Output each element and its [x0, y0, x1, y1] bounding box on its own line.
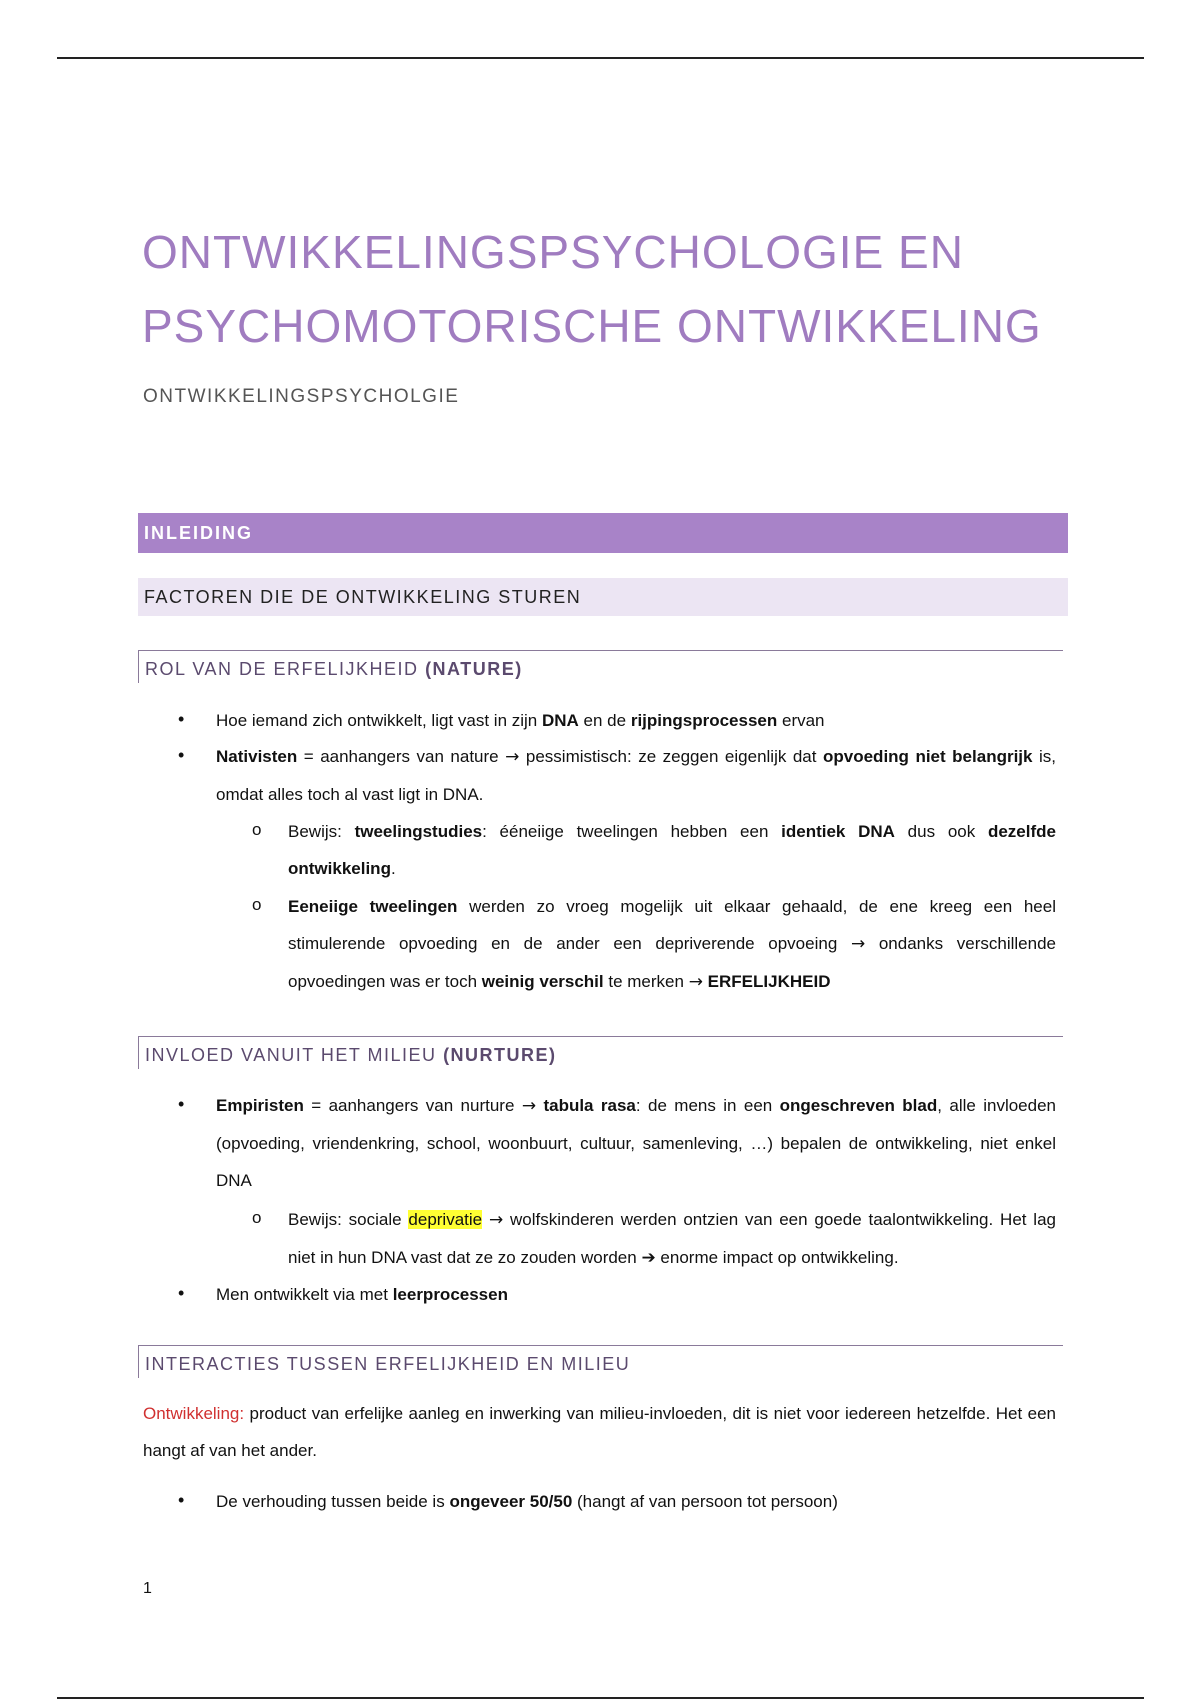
heading-milieu: INVLOED VANUIT HET MILIEU (NURTURE)	[138, 1036, 1063, 1069]
heading-factoren: FACTOREN DIE DE ONTWIKKELING STUREN	[138, 578, 1068, 616]
bullet-dna: Hoe iemand zich ontwikkelt, ligt vast in zijn DNA en de rijpingsprocessen ervan	[216, 711, 825, 730]
bullet-verhouding: De verhouding tussen beide is ongeveer 50/50 (hangt af van persoon tot persoon)	[216, 1492, 838, 1511]
bottom-rule	[57, 1697, 1144, 1699]
heading-erfelijkheid: ROL VAN DE ERFELIJKHEID (NATURE)	[138, 650, 1063, 683]
sub-bullet-marker: o	[252, 820, 262, 839]
page-number: 1	[143, 1580, 152, 1597]
sub-bullet-tweelingstudies: Bewijs: tweelingstudies: ééneiige tweelingen hebben een identiek DNA dus ook dezelfde ontwikkeling.	[288, 822, 1056, 878]
sub-bullet-eeneiige: Eeneiige tweelingen werden zo vroeg mogelijk uit elkaar gehaald, de ene kreeg een heel stimulerende opvoeding en de ander een depriverende opvoeing → ondanks verschillende opvoedingen was er toch weinig verschil te merken → ERFELIJKHEID	[288, 897, 1056, 992]
bullet-nativisten: Nativisten = aanhangers van nature → pessimistisch: ze zeggen eigenlijk dat opvoeding niet belangrijk is, omdat alles toch al vast ligt in DNA.	[216, 747, 1056, 804]
title-line-1: ONTWIKKELINGSPSYCHOLOGIE EN	[142, 226, 964, 278]
top-rule	[57, 57, 1144, 59]
paragraph-ontwikkeling: Ontwikkeling: product van erfelijke aanleg en inwerking van milieu-invloeden, dit is niet voor iedereen hetzelfde. Het een hangt af van het ander.	[143, 1404, 1056, 1460]
bullet-marker: •	[178, 1094, 185, 1114]
bullet-empiristen: Empiristen = aanhangers van nurture → tabula rasa: de mens in een ongeschreven blad, alle invloeden (opvoeding, vriendenkring, school, woonbuurt, cultuur, samenleving, …) bepalen de ontwikkeling, niet enkel DNA	[216, 1096, 1056, 1190]
document-title	[142, 215, 1122, 363]
bullet-marker: •	[178, 1283, 185, 1303]
heading-interacties: INTERACTIES TUSSEN ERFELIJKHEID EN MILIEU	[138, 1345, 1063, 1378]
heading-inleiding: INLEIDING	[138, 513, 1068, 553]
document-subtitle: ONTWIKKELINGSPSYCHOLGIE	[143, 386, 460, 407]
bullet-marker: •	[178, 745, 185, 765]
highlight-deprivatie: deprivatie	[408, 1210, 483, 1229]
bullet-marker: •	[178, 1490, 185, 1510]
sub-bullet-marker: o	[252, 895, 262, 914]
sub-bullet-deprivatie: Bewijs: sociale deprivatie → wolfskinderen werden ontzien van een goede taalontwikkeling. Het lag niet in hun DNA vast dat ze zo zouden worden ➔ enorme impact op ontwikkeling.	[288, 1210, 1056, 1268]
bullet-leerprocessen: Men ontwikkelt via met leerprocessen	[216, 1285, 508, 1304]
title-line-2: PSYCHOMOTORISCHE ONTWIKKELING	[142, 300, 1042, 352]
bullet-marker: •	[178, 709, 185, 729]
sub-bullet-marker: o	[252, 1208, 262, 1227]
